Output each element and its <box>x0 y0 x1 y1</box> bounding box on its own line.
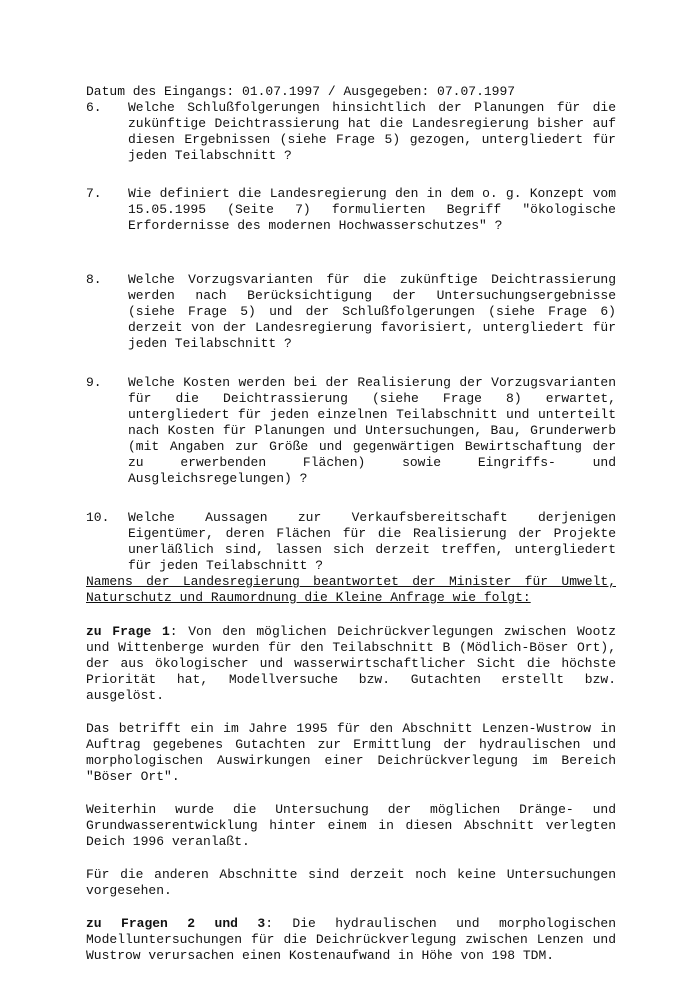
answer-paragraph-4: Für die anderen Abschnitte sind derzeit noch keine Untersuchungen vorgesehen. <box>86 867 616 898</box>
answer-label: zu Frage 1 <box>86 624 170 639</box>
document-page <box>86 84 616 964</box>
question-number: 6. <box>86 100 102 115</box>
question-text: Welche Schlußfolgerungen hinsichtlich der Planungen für die zukünftige Deichtrassierung hat die Landesregierung bisher auf diesen Ergebnissen (siehe Frage 5) gezogen, untergliedert für jeden Teilabschnitt ? <box>128 100 616 163</box>
question-number: 10. <box>86 510 110 525</box>
question-text: Welche Kosten werden bei der Realisierung der Vorzugsvarianten für die Deichtrassierung (siehe Frage 8) erwartet, untergliedert für jeden einzelnen Teilabschnitt und unterteilt nach Kosten für Planungen und Untersuchungen, Bau, Grunderwerb (mit Angaben zur Größe und gegenwärtigen Bewirtschaftung der zu erwerbenden Flächen) sowie Eingriffs- und Ausgleichsregelungen) ? <box>128 375 616 486</box>
answer-paragraph-5 <box>86 916 616 964</box>
answer-text: : Die hydraulischen und morphologischen Modelluntersuchungen für die Deichrückverlegung zwischen Lenzen und Wustrow verursachen einen Kostenaufwand in Höhe von 198 TDM. <box>86 916 616 963</box>
question-text: Wie definiert die Landesregierung den in dem o. g. Konzept vom 15.05.1995 (Seite 7) formulierten Begriff "ökologische Erfordernisse des modernen Hochwasserschutzes" ? <box>128 186 616 233</box>
question-10 <box>86 510 616 574</box>
question-8 <box>86 272 616 352</box>
date-line: Datum des Eingangs: 01.07.1997 / Ausgegeben: 07.07.1997 <box>86 84 516 99</box>
answer-paragraph-3: Weiterhin wurde die Untersuchung der möglichen Dränge- und Grundwasserentwicklung hinter einem in diesen Abschnitt verlegten Deich 1996 veranlaßt. <box>86 802 616 849</box>
question-number: 8. <box>86 272 102 287</box>
question-9 <box>86 375 616 487</box>
question-number: 7. <box>86 186 102 201</box>
answer-label: zu Fragen 2 und 3 <box>86 916 266 931</box>
question-number: 9. <box>86 375 102 390</box>
question-text: Welche Aussagen zur Verkaufsbereitschaft derjenigen Eigentümer, deren Flächen für die Realisierung der Projekte unerläßlich sind, lassen sich derzeit treffen, untergliedert für jeden Teilabschnitt ? <box>128 510 616 573</box>
question-7 <box>86 186 616 234</box>
answer-paragraph-2: Das betrifft ein im Jahre 1995 für den Abschnitt Lenzen-Wustrow in Auftrag gegebenes Gutachten zur Ermittlung der hydraulischen und morphologischen Auswirkungen einer Deichrückverlegung im Bereich "Böser Ort". <box>86 721 616 784</box>
answer-paragraph-1 <box>86 624 616 704</box>
question-6 <box>86 100 616 164</box>
question-text: Welche Vorzugsvarianten für die zukünftige Deichtrassierung werden nach Berücksichtigung der Untersuchungsergebnisse (siehe Frage 5) und der Schlußfolgerungen (siehe Frage 6) derzeit von der Landesregierung favorisiert, untergliedert für jeden Teilabschnitt ? <box>128 272 616 351</box>
answer-intro: Namens der Landesregierung beantwortet der Minister für Umwelt, Naturschutz und Raumordnung die Kleine Anfrage wie folgt: <box>86 574 616 605</box>
answer-text: : Von den möglichen Deichrückverlegungen zwischen Wootz und Wittenberge wurden für den Teilabschnitt B (Mödlich-Böser Ort), der aus ökologischer und wasserwirtschaftlicher Sicht die höchste Priorität hat, Modellversuche bzw. Gutachten erstellt bzw. ausgelöst. <box>86 624 616 703</box>
